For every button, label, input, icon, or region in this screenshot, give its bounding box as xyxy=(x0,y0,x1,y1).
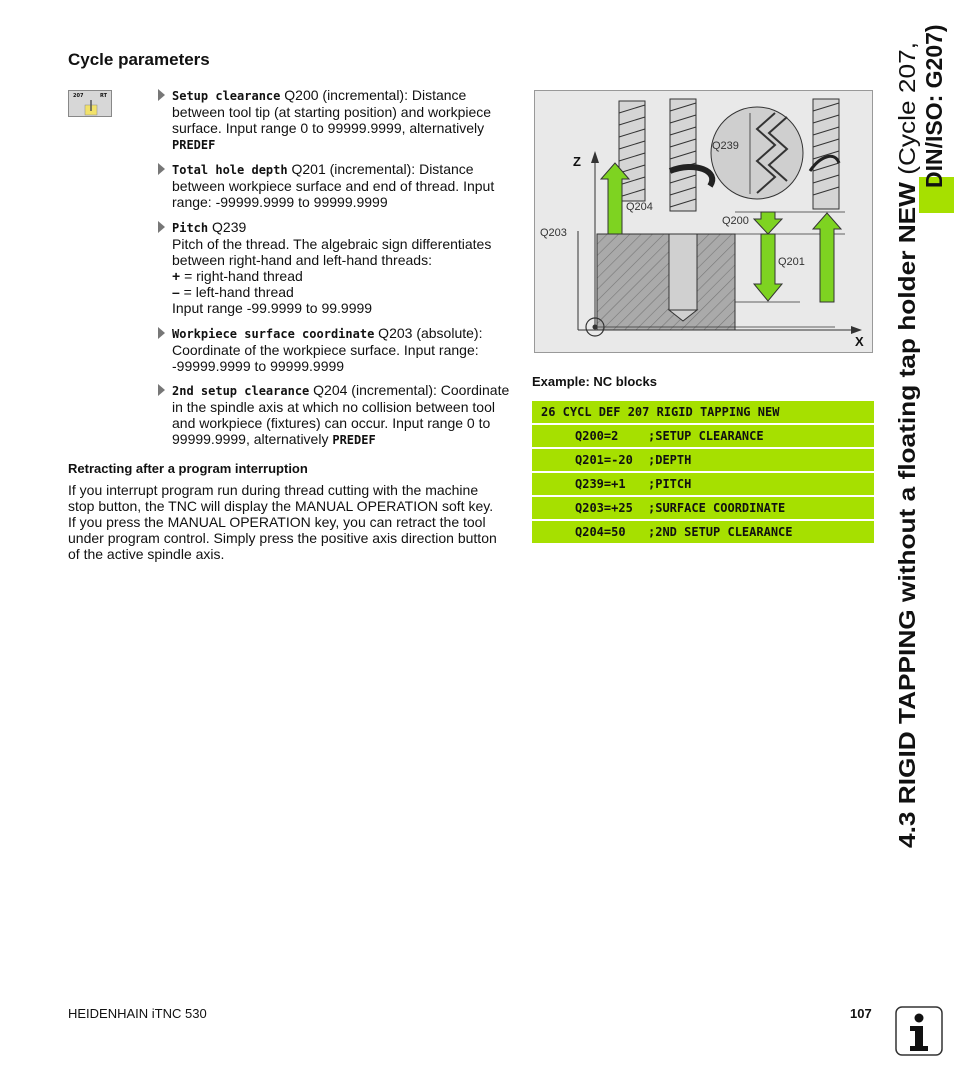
label-z: Z xyxy=(573,154,581,169)
nc-block-row xyxy=(532,497,874,519)
param-pitch xyxy=(158,219,510,316)
paragraph-line: of the active spindle axis. xyxy=(68,546,225,562)
nc-code: 26 CYCL DEF 207 RIGID TAPPING NEW xyxy=(541,405,780,419)
param-text: in the spindle axis at which no collision between tool xyxy=(172,399,495,415)
example-heading: Example: NC blocks xyxy=(532,374,657,389)
param-code: Workpiece surface coordinate xyxy=(172,327,375,341)
param-2nd-setup-clearance xyxy=(158,382,510,448)
section-title: Cycle parameters xyxy=(68,50,210,69)
side-title-end: (Cycle 207, xyxy=(894,59,920,183)
page-number: 107 xyxy=(850,1006,872,1021)
nc-block-row xyxy=(532,401,874,423)
arrow-retract-icon xyxy=(813,213,841,302)
param-text: between workpiece surface and end of thread. Input xyxy=(172,178,495,194)
nc-comment: ;2ND SETUP CLEARANCE xyxy=(648,525,793,539)
side-title-line2: DIN/ISO: G207) xyxy=(921,24,947,188)
nc-block-row xyxy=(532,473,874,495)
param-text: -99999.9999 to 99999.9999 xyxy=(172,358,345,374)
nc-code: Q204=50 xyxy=(575,525,626,539)
param-text: range: -99999.9999 to 99999.9999 xyxy=(172,194,388,210)
softkey-label-left: 207 xyxy=(73,93,84,99)
paragraph-line: If you press the MANUAL OPERATION key, you can retract the tool xyxy=(68,514,486,530)
svg-text:4.3 RIGID TAPPING without a fl xyxy=(894,42,920,848)
workpiece xyxy=(597,234,735,330)
param-code: Total hole depth xyxy=(172,163,288,177)
param-setup-clearance xyxy=(158,87,510,153)
param-workpiece-surface-coordinate xyxy=(158,325,510,374)
param-text: Q239 xyxy=(208,219,247,235)
label-q239: Q239 xyxy=(712,140,739,152)
bullet-arrow-icon xyxy=(158,221,165,233)
nc-comment: ;SURFACE COORDINATE xyxy=(648,501,786,515)
thread-detail-circle xyxy=(711,107,803,199)
param-text: surface. Input range 0 to 99999.9999, alternatively xyxy=(172,120,485,136)
predef-keyword: PREDEF xyxy=(332,433,376,447)
side-title-bold: 4.3 RIGID TAPPING xyxy=(894,632,920,848)
label-q203: Q203 xyxy=(540,227,567,239)
label-q200: Q200 xyxy=(722,215,749,227)
param-code: Setup clearance xyxy=(172,89,281,103)
nc-comment: ;SETUP CLEARANCE xyxy=(648,429,764,443)
param-text: Pitch of the thread. The algebraic sign differentiates xyxy=(172,236,492,252)
arrow-q200-icon xyxy=(754,212,782,234)
nc-comment: ;DEPTH xyxy=(648,453,692,467)
sign-plus: + xyxy=(172,268,181,284)
retract-heading: Retracting after a program interruption xyxy=(68,461,308,476)
predef-keyword: PREDEF xyxy=(172,138,216,152)
retract-paragraph xyxy=(68,482,513,562)
nc-comment: ;PITCH xyxy=(648,477,692,491)
param-text: = right-hand thread xyxy=(180,268,303,284)
param-text: Input range -99.9999 to 99.9999 xyxy=(172,300,373,316)
tapped-hole xyxy=(669,234,697,310)
tap-tool-right xyxy=(813,99,839,209)
param-text: between right-hand and left-hand threads: xyxy=(172,252,432,268)
param-text: = left-hand thread xyxy=(179,284,294,300)
tapping-diagram xyxy=(534,90,873,353)
param-text: 99999.9999, alternatively xyxy=(172,431,333,447)
label-q204: Q204 xyxy=(626,201,653,213)
param-text: Q201 (incremental): Distance xyxy=(287,161,474,177)
info-icon xyxy=(895,1006,943,1056)
footer-product: HEIDENHAIN iTNC 530 xyxy=(68,1006,207,1021)
param-text: and workpiece (fixtures) can occur. Input range 0 to xyxy=(172,415,491,431)
softkey-207-rt-icon xyxy=(68,90,112,117)
param-total-hole-depth xyxy=(158,161,510,210)
param-text: Q204 (incremental): Coordinate xyxy=(309,382,510,398)
param-code: 2nd setup clearance xyxy=(172,384,310,398)
bullet-arrow-icon xyxy=(158,163,165,175)
nc-code: Q201=-20 xyxy=(575,453,633,467)
chapter-side-title xyxy=(884,20,954,870)
param-text: Q200 (incremental): Distance xyxy=(280,87,467,103)
side-title-rest: without a floating tap holder NEW xyxy=(894,234,920,602)
tap-tool-left xyxy=(619,101,645,201)
paragraph-line: under program control. Simply press the positive axis direction button xyxy=(68,530,497,546)
param-text: Q203 (absolute): xyxy=(374,325,483,341)
label-x: X xyxy=(855,334,864,349)
softkey-label-right: RT xyxy=(99,93,107,99)
bullet-arrow-icon xyxy=(158,89,165,101)
bullet-arrow-icon xyxy=(158,384,165,396)
nc-block-row xyxy=(532,425,874,447)
param-code: Pitch xyxy=(172,221,209,235)
nc-block-row xyxy=(532,521,874,543)
sign-minus: – xyxy=(172,284,180,300)
label-q201: Q201 xyxy=(778,256,805,268)
nc-code: Q239=+1 xyxy=(575,477,626,491)
nc-block-row xyxy=(532,449,874,471)
tap-tool-middle xyxy=(670,99,696,211)
bullet-arrow-icon xyxy=(158,327,165,339)
paragraph-line: stop button, the TNC will display the MANUAL OPERATION soft key. xyxy=(68,498,494,514)
nc-code: Q203=+25 xyxy=(575,501,633,515)
nc-code: Q200=2 xyxy=(575,429,619,443)
paragraph-line: If you interrupt program run during thread cutting with the machine xyxy=(68,482,479,498)
param-text: between tool tip (at starting position) and workpiece xyxy=(172,104,492,120)
param-text: Coordinate of the workpiece surface. Input range: xyxy=(172,342,479,358)
